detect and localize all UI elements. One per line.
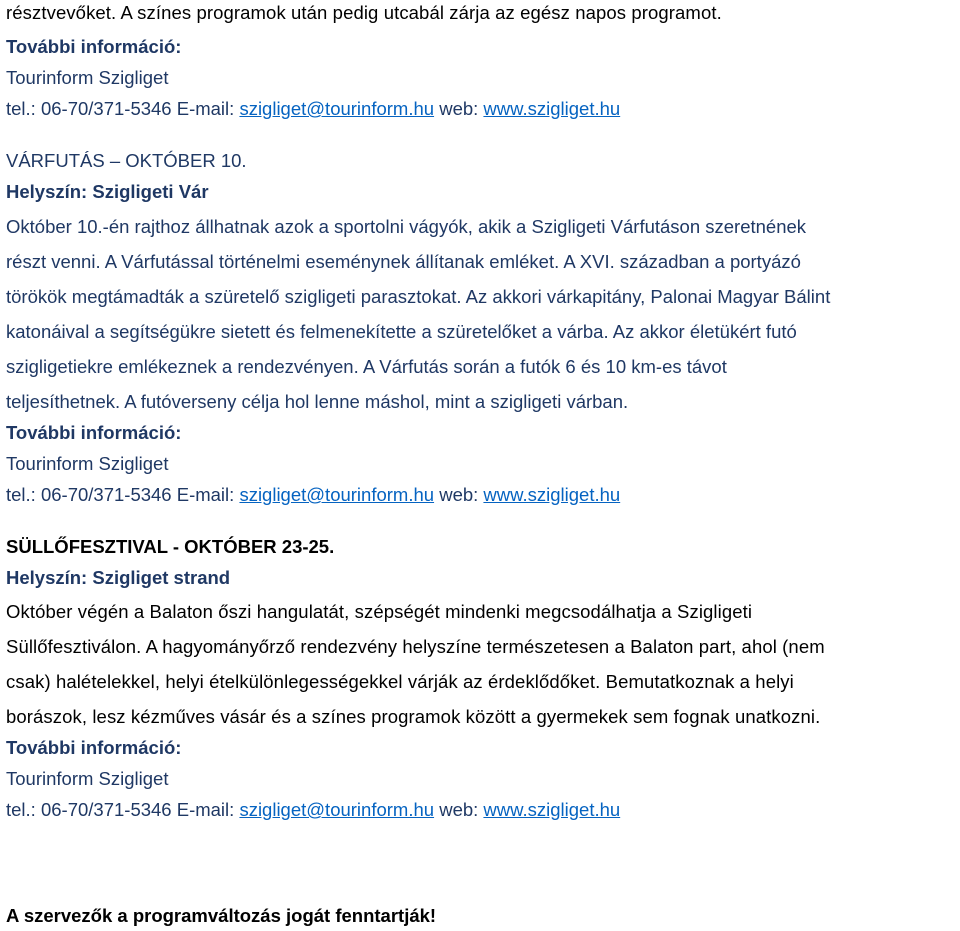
web-label: web: [434, 799, 484, 820]
contact-org: Tourinform Szigliget [6, 453, 169, 474]
web-link[interactable]: www.szigliget.hu [483, 799, 621, 820]
contact-phone: tel.: 06-70/371-5346 E-mail: [6, 799, 240, 820]
sullo-line: Süllőfesztiválon. A hagyományőrző rendezvény helyszíne természetesen a Balaton part, ahol (nem [6, 636, 825, 657]
sullo-location: Helyszín: Szigliget strand [6, 567, 231, 588]
varfutas-line: Október 10.-én rajthoz állhatnak azok a sportolni vágyók, akik a Szigligeti Várfutáson szeretnének [6, 216, 807, 237]
contact-phone: tel.: 06-70/371-5346 E-mail: [6, 98, 240, 119]
footer-note: A szervezők a programváltozás jogát fenntartják! [6, 905, 437, 926]
contact-label: További információ: [6, 737, 182, 758]
varfutas-title: VÁRFUTÁS – OKTÓBER 10. [6, 150, 247, 171]
contact-label: További információ: [6, 422, 182, 443]
email-link[interactable]: szigliget@tourinform.hu [239, 484, 435, 505]
contact-line [6, 98, 620, 120]
varfutas-line: törökök megtámadták a szüretelő szigligeti parasztokat. Az akkori várkapitány, Palonai Magyar Bálint [6, 286, 831, 307]
contact-org: Tourinform Szigliget [6, 67, 169, 88]
contact-org: Tourinform Szigliget [6, 768, 169, 789]
varfutas-location: Helyszín: Szigligeti Vár [6, 181, 209, 202]
contact-label: További információ: [6, 36, 182, 57]
contact-line [6, 799, 620, 821]
varfutas-line: katonáival a segítségükre sietett és felmenekítette a szüretelőket a várba. Az akkor életükért futó [6, 321, 797, 342]
sullo-title: SÜLLŐFESZTIVAL - OKTÓBER 23-25. [6, 536, 335, 557]
email-link[interactable]: szigliget@tourinform.hu [239, 98, 435, 119]
web-link[interactable]: www.szigliget.hu [483, 98, 621, 119]
varfutas-line: részt venni. A Várfutással történelmi eseménynek állítanak emléket. A XVI. században a portyázó [6, 251, 801, 272]
intro-text: résztvevőket. A színes programok után pedig utcabál zárja az egész napos programot. [6, 2, 722, 23]
varfutas-line: teljesíthetnek. A futóverseny célja hol lenne máshol, mint a szigligeti várban. [6, 391, 629, 412]
web-label: web: [434, 484, 484, 505]
contact-phone: tel.: 06-70/371-5346 E-mail: [6, 484, 240, 505]
email-link[interactable]: szigliget@tourinform.hu [239, 799, 435, 820]
web-link[interactable]: www.szigliget.hu [483, 484, 621, 505]
sullo-line: borászok, lesz kézműves vásár és a színes programok között a gyermekek sem fognak unatkozni. [6, 706, 821, 727]
sullo-line: csak) halételekkel, helyi ételkülönlegességekkel várják az érdeklődőket. Bemutatkoznak a helyi [6, 671, 794, 692]
contact-line [6, 484, 620, 506]
sullo-line: Október végén a Balaton őszi hangulatát, szépségét mindenki megcsodálhatja a Szigligeti [6, 601, 753, 622]
varfutas-line: szigligetiekre emlékeznek a rendezvényen. A Várfutás során a futók 6 és 10 km-es távot [6, 356, 727, 377]
web-label: web: [434, 98, 484, 119]
